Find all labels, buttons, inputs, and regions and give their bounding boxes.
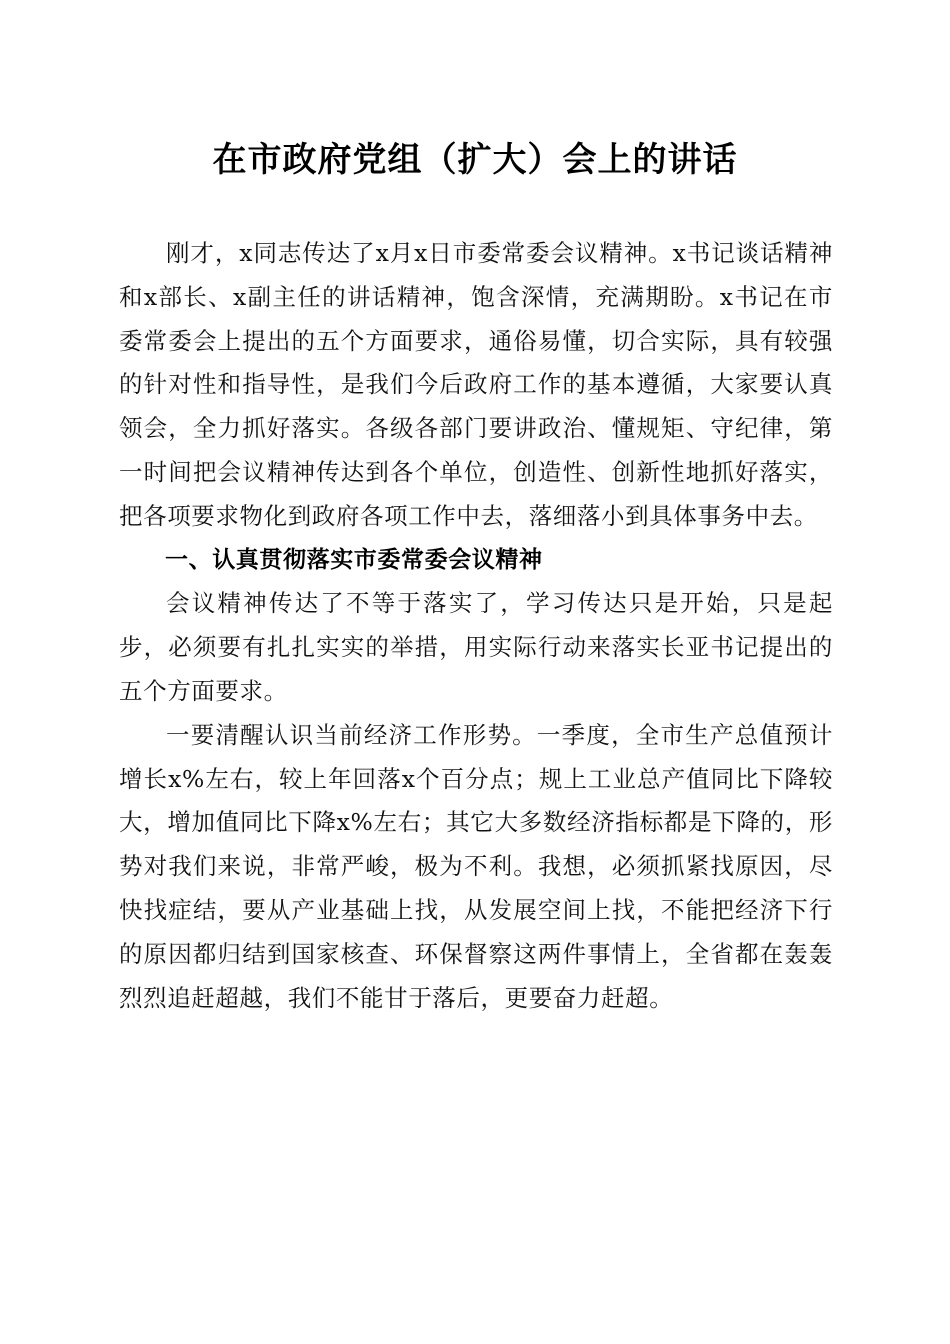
paragraph-intro: 刚才，x同志传达了x月x日市委常委会议精神。x书记谈话精神和x部长、x副主任的讲话精神，饱含深情，充满期盼。x书记在市委常委会上提出的五个方面要求，通俗易懂，切合实际，具有较强的针对性和指导性，是我们今后政府工作的基本遵循，大家要认真领会，全力抓好落实。各级各部门要讲政治、懂规矩、守纪律，第一时间把会议精神传达到各个单位，创造性、创新性地抓好落实，把各项要求物化到政府各项工作中去，落细落小到具体事务中去。 — [119, 239, 833, 530]
paragraph-economic-situation: 一要清醒认识当前经济工作形势。一季度，全市生产总值预计增长x%左右，较上年回落x个百分点；规上工业总产值同比下降较大，增加值同比下降x%左右；其它大多数经济指标都是下降的，形势对我们来说，非常严峻，极为不利。我想，必须抓紧找原因，尽快找症结，要从产业基础上找，从发展空间上找，不能把经济下行的原因都归结到国家核查、环保督察这两件事情上，全省都在轰轰烈烈追赶超越，我们不能甘于落后，更要奋力赶超。 — [119, 720, 833, 1012]
document-title: 在市政府党组（扩大）会上的讲话 — [212, 140, 738, 180]
document-body — [119, 232, 833, 1020]
section-heading: 一、认真贯彻落实市委常委会议精神 — [165, 546, 543, 573]
paragraph-meeting-spirit: 会议精神传达了不等于落实了，学习传达只是开始，只是起步，必须要有扎扎实实的举措，用实际行动来落实长亚书记提出的五个方面要求。 — [119, 589, 833, 705]
